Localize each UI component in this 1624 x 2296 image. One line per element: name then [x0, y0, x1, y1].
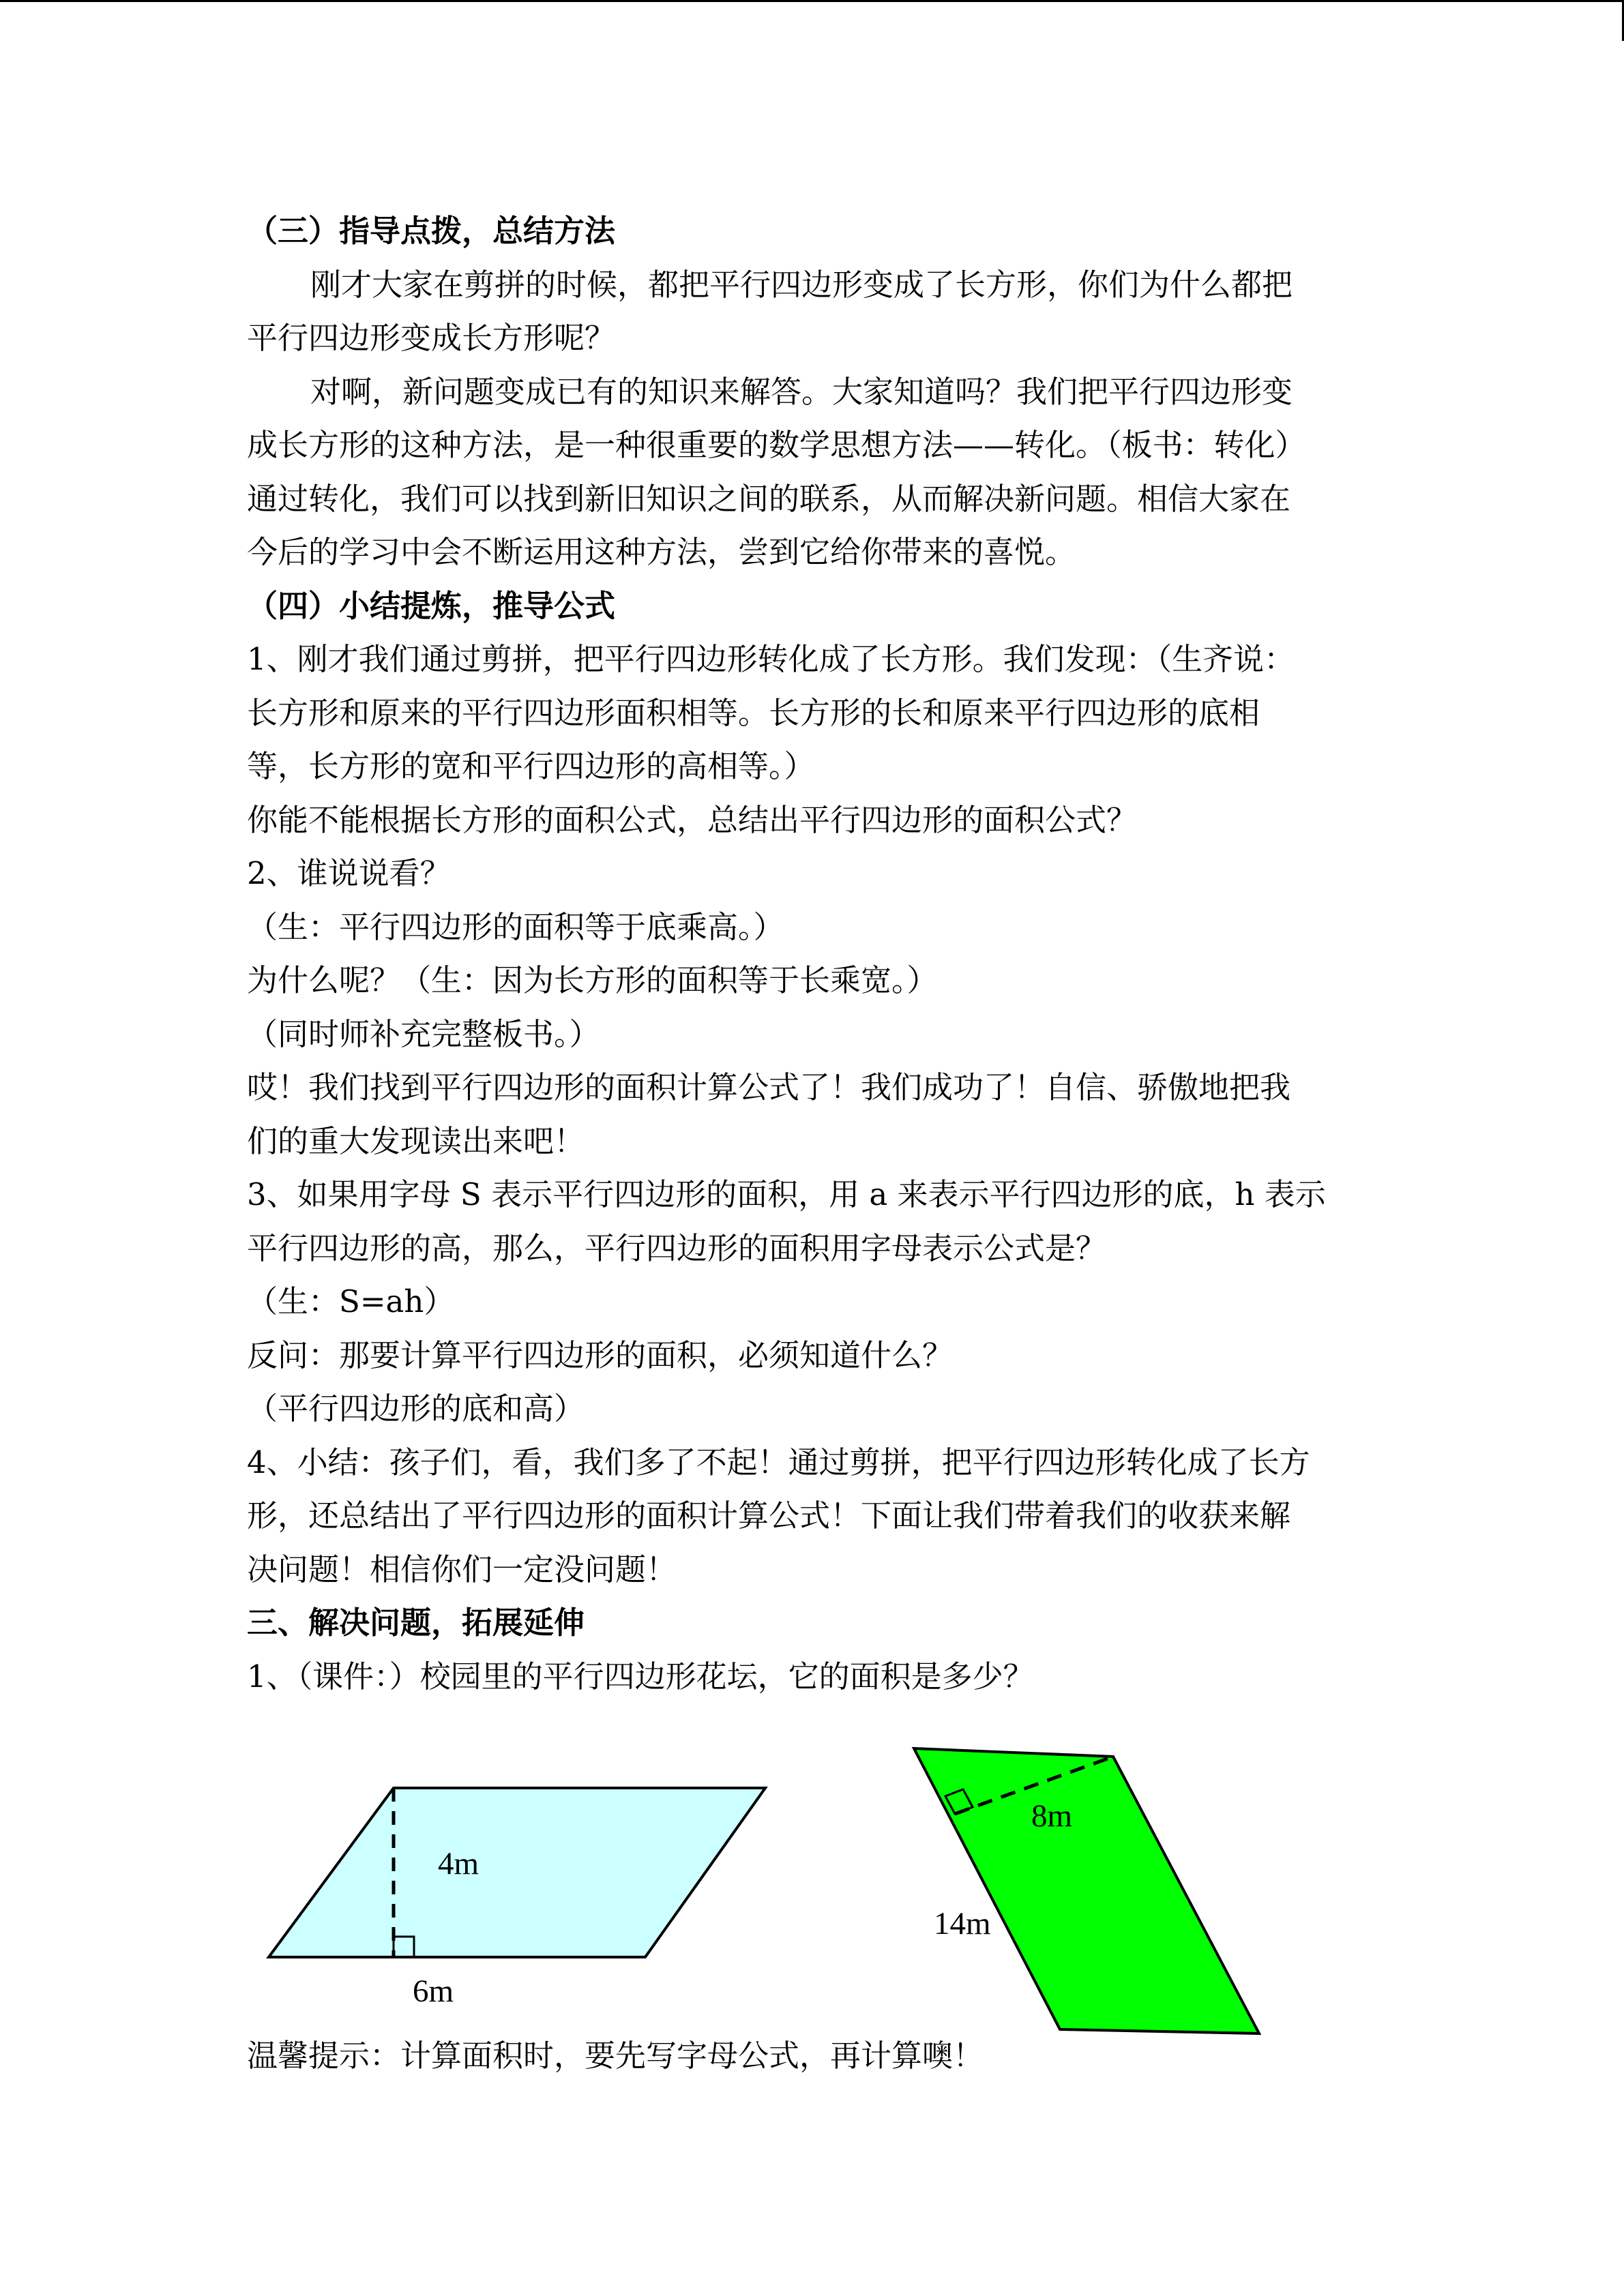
list-item-3-line: 3、如果用字母 S 表示平行四边形的面积，用 a 来表示平行四边形的底，h 表示	[247, 1176, 1326, 1212]
parallelogram-left-shape	[269, 1788, 765, 1957]
list-item-1-line: 1、刚才我们通过剪拼，把平行四边形转化成了长方形。我们发现：（生齐说：	[247, 641, 1295, 677]
problem-1: 1、（课件：）校园里的平行四边形花坛，它的面积是多少？	[247, 1658, 1034, 1695]
paragraph-line: 通过转化，我们可以找到新旧知识之间的联系，从而解决新问题。相信大家在	[247, 481, 1291, 517]
teacher-note: （同时师补充完整板书。）	[247, 1016, 600, 1052]
question-line: 你能不能根据长方形的面积公式，总结出平行四边形的面积公式？	[247, 802, 1138, 838]
list-item-4-line: 决问题！相信你们一定没问题！	[247, 1551, 677, 1587]
list-item-1-line: 长方形和原来的平行四边形面积相等。长方形的长和原来平行四边形的底相	[247, 695, 1260, 731]
paragraph-line: 今后的学习中会不断运用这种方法，尝到它给你带来的喜悦。	[247, 534, 1076, 570]
student-answer-formula: （生：S=ah）	[247, 1283, 455, 1320]
list-item-3-line: 平行四边形的高，那么，平行四边形的面积用字母表示公式是？	[247, 1230, 1107, 1266]
height-label: 8m	[1031, 1798, 1073, 1834]
list-item-4-line: 形，还总结出了平行四边形的面积计算公式！下面让我们带着我们的收获来解	[247, 1497, 1291, 1534]
celebration-line: 们的重大发现读出来吧！	[247, 1123, 585, 1159]
parallelogram-figure-left	[259, 1773, 778, 2018]
student-answer: （生：平行四边形的面积等于底乘高。）	[247, 909, 784, 945]
paragraph-line: 成长方形的这种方法，是一种很重要的数学思想方法——转化。（板书：转化）	[247, 427, 1306, 463]
parallelogram-right-shape	[914, 1748, 1259, 2033]
parallelogram-figure-right	[900, 1732, 1282, 2046]
paragraph-line: 对啊，新问题变成已有的知识来解答。大家知道吗？我们把平行四边形变	[310, 374, 1293, 410]
list-item-4-line: 4、小结：孩子们，看，我们多了不起！通过剪拼，把平行四边形转化成了长方	[247, 1444, 1310, 1480]
side-label: 14m	[934, 1906, 991, 1941]
section-heading-guidance: （三）指导点拨，总结方法	[247, 213, 616, 249]
part-heading-solve: 三、解决问题，拓展延伸	[247, 1605, 585, 1641]
paragraph-line: 刚才大家在剪拼的时候，都把平行四边形变成了长方形，你们为什么都把	[310, 267, 1293, 303]
section-heading-summary: （四）小结提炼，推导公式	[247, 588, 616, 624]
tip-line: 温馨提示：计算面积时，要先写字母公式，再计算噢！	[247, 2038, 984, 2074]
paragraph-line: 平行四边形变成长方形呢？	[247, 320, 616, 356]
celebration-line: 哎！我们找到平行四边形的面积计算公式了！我们成功了！自信、骄傲地把我	[247, 1069, 1291, 1105]
answer-base-height: （平行四边形的底和高）	[247, 1390, 585, 1427]
base-label: 6m	[413, 1973, 454, 2009]
height-label: 4m	[438, 1846, 479, 1881]
list-item-1-line: 等，长方形的宽和平行四边形的高相等。）	[247, 748, 815, 784]
why-line: 为什么呢？（生：因为长方形的面积等于长乘宽。）	[247, 962, 938, 998]
counter-question: 反问：那要计算平行四边形的面积，必须知道什么？	[247, 1337, 954, 1373]
list-item-2: 2、谁说说看？	[247, 855, 451, 891]
